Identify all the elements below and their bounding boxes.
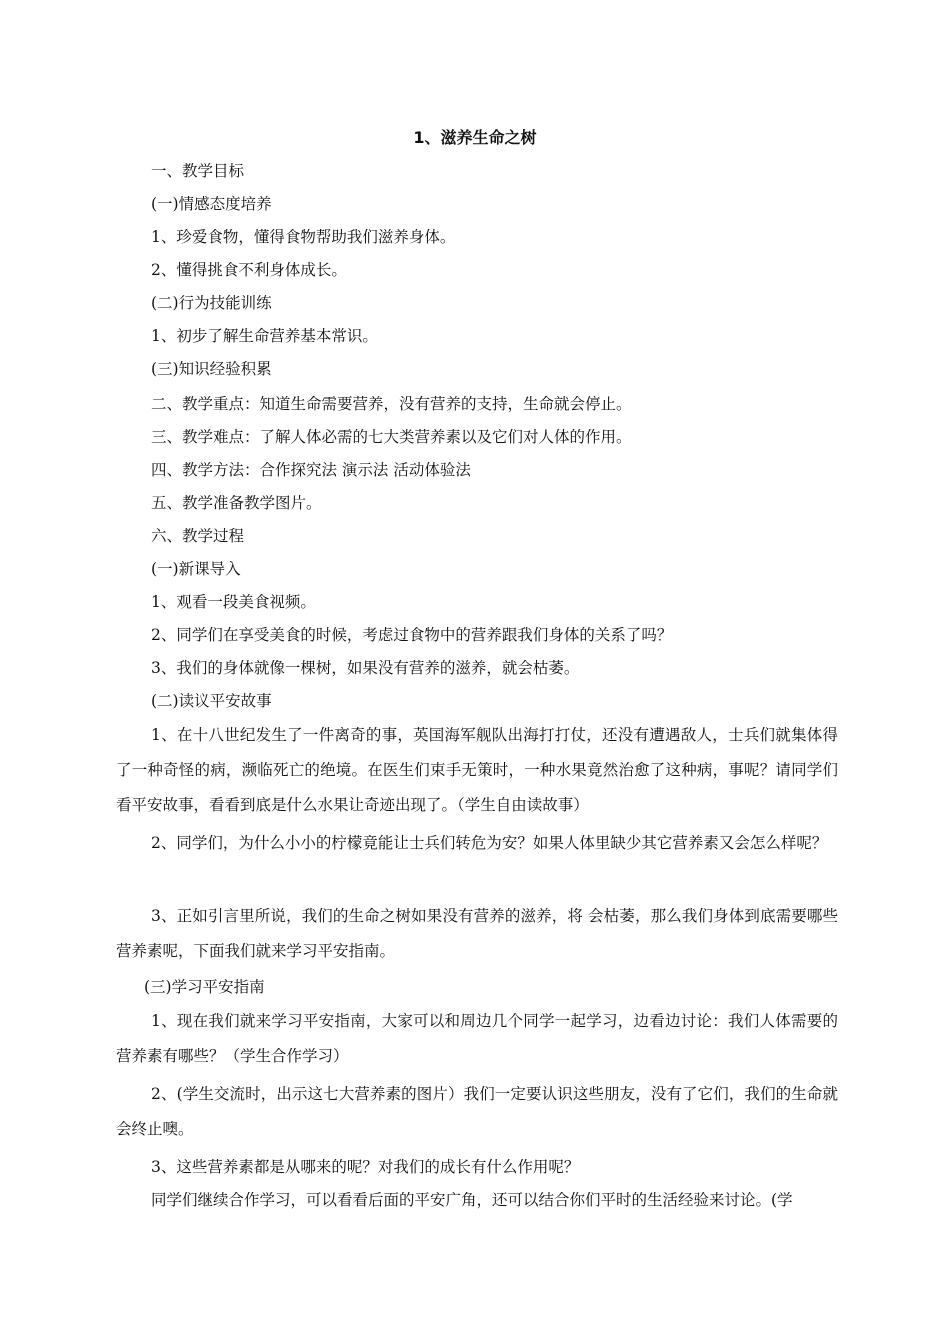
heading-preparation: 五、教学准备教学图片。 (151, 494, 322, 512)
list-item: 2、同学们在享受美食的时候，考虑过食物中的营养跟我们身体的关系了吗？ (151, 626, 673, 644)
subheading-emotion: (一)情感态度培养 (151, 195, 272, 213)
list-item: 1、珍爱食物，懂得食物帮助我们滋养身体。 (151, 228, 456, 246)
list-item: 1、观看一段美食视频。 (151, 593, 316, 611)
heading-teaching-goals: 一、教学目标 (151, 162, 245, 180)
list-item: 1、初步了解生命营养基本常识。 (151, 327, 378, 345)
subheading-guide: (三)学习平安指南 (144, 978, 265, 996)
heading-process: 六、教学过程 (151, 527, 245, 545)
subheading-story: (二)读议平安故事 (151, 692, 272, 710)
paragraph-guide-2: 2、(学生交流时，出示这七大营养素的图片）我们一定要认识这些朋友，没有了它们，我们的生命就会终止噢。 (116, 1085, 838, 1138)
heading-difficulties: 三、教学难点：了解人体必需的七大类营养素以及它们对人体的作用。 (151, 428, 632, 446)
list-item: 3、我们的身体就像一棵树，如果没有营养的滋养，就会枯萎。 (151, 659, 580, 677)
paragraph-story-1: 1、在十八世纪发生了一件离奇的事，英国海军舰队出海打打仗，还没有遭遇敌人，士兵们就集体得了一种奇怪的病，濒临死亡的绝境。在医生们束手无策时，一种水果竟然治愈了这种病，事呢？请同学们看平安故事，看看到底是什么水果让奇迹出现了。（学生自由读故事） (116, 726, 838, 814)
paragraph-story-3: 3、正如引言里所说，我们的生命之树如果没有营养的滋养，将 会枯萎，那么我们身体到底需要哪些营养素呢，下面我们就来学习平安指南。 (116, 907, 838, 960)
subheading-intro: (一)新课导入 (151, 560, 241, 578)
heading-methods: 四、教学方法：合作探究法 演示法 活动体验法 (151, 461, 471, 479)
heading-key-points: 二、教学重点：知道生命需要营养，没有营养的支持，生命就会停止。 (151, 395, 632, 413)
paragraph-guide-3: 3、这些营养素都是从哪来的呢？对我们的成长有什么作用呢？ (151, 1158, 580, 1176)
paragraph-guide-1: 1、现在我们就来学习平安指南，大家可以和周边几个同学一起学习，边看边讨论：我们人体需要的营养素有哪些？（学生合作学习） (116, 1012, 838, 1065)
paragraph-story-2: 2、同学们，为什么小小的柠檬竟能让士兵们转危为安？如果人体里缺少其它营养素又会怎么样呢？ (151, 834, 828, 852)
subheading-knowledge: (三)知识经验积累 (151, 360, 272, 378)
subheading-skills: (二)行为技能训练 (151, 294, 272, 312)
document-title: 1、滋养生命之树 (413, 128, 537, 147)
paragraph-guide-4: 同学们继续合作学习，可以看看后面的平安广角，还可以结合你们平时的生活经验来讨论。(学 (151, 1191, 793, 1209)
list-item: 2、懂得挑食不利身体成长。 (151, 261, 347, 279)
